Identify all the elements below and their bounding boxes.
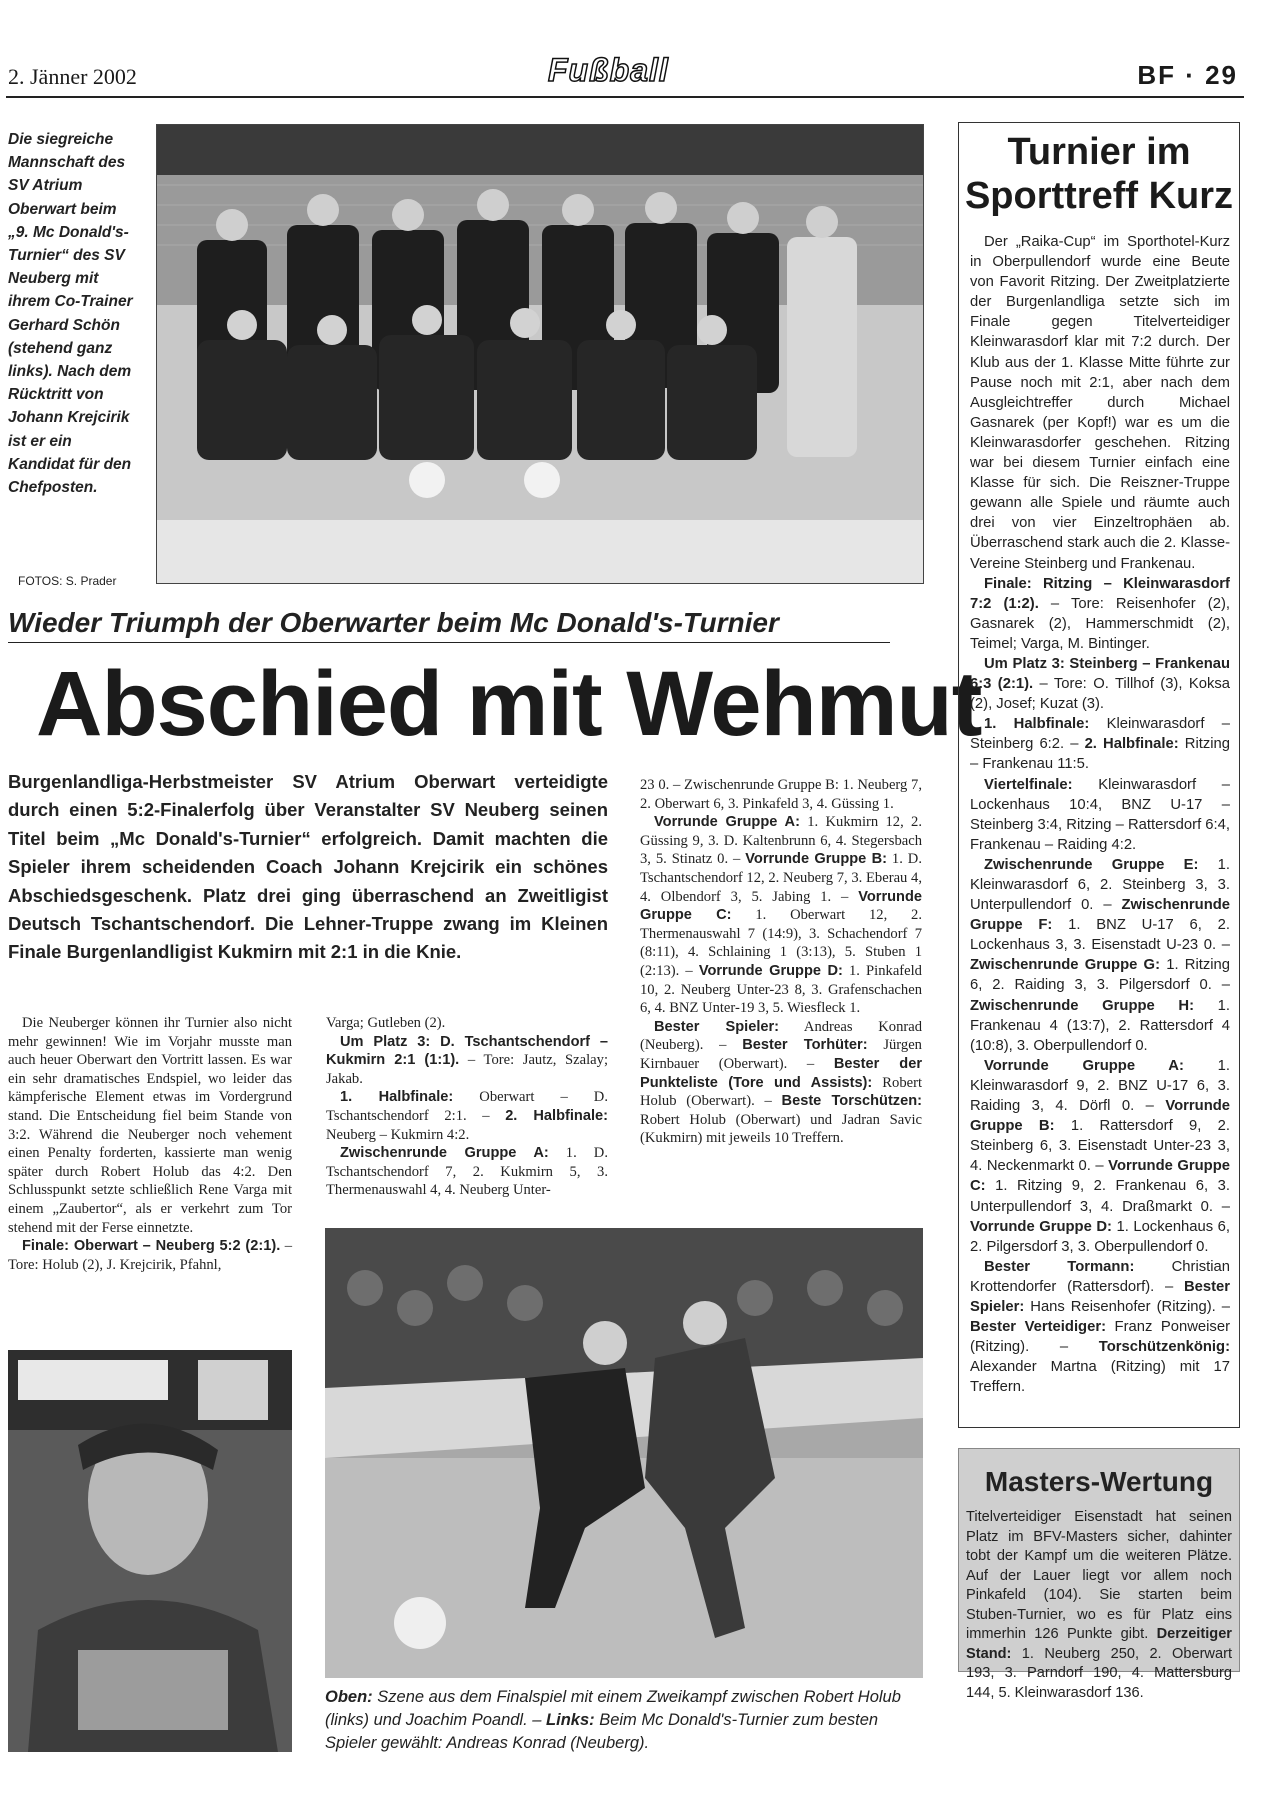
turnier-zw-f-text: 1. BNZ U-17 6, 2. Lockenhaus 3, 3. Eisenstadt U-23 0. – — [970, 917, 1230, 954]
issue-date: 2. Jänner 2002 — [8, 64, 137, 89]
masters-sidebar-text — [966, 1508, 1232, 1703]
masters-sidebar-title: Masters-Wertung — [984, 1466, 1214, 1497]
turnier-paragraph-5 — [970, 775, 1230, 855]
portrait-photo — [8, 1350, 292, 1752]
turnier-quarter-label: Viertelfinale: — [984, 776, 1073, 793]
turnier-semi2-label: 2. Halbfinale: — [1084, 736, 1179, 753]
col3-vorrunde-b-label: Vorrunde Gruppe B: — [745, 851, 888, 868]
col2-semi1-label: 1. Halbfinale: — [340, 1089, 454, 1106]
col3-scorers-text: Robert Holub (Oberwart) und Jadran Savic (Kukmirn) mit jeweils 10 Treffern. — [640, 1111, 922, 1147]
turnier-sidebar-title: Turnier im Sporttreff Kurz — [964, 131, 1234, 217]
turnier-keeper-label: Bester Tormann: — [984, 1258, 1135, 1275]
caption-links-label: Links: — [546, 1711, 595, 1729]
turnier-paragraph-6 — [970, 855, 1230, 1056]
turnier-keeper-text: Christian Krottendorfer (Rattersdorf). – — [970, 1258, 1230, 1295]
article-title: Abschied mit Wehmut — [36, 653, 982, 755]
col1-final-text: – Tore: Holub (2), J. Krejcirik, Pfahnl, — [8, 1238, 292, 1273]
col2-semi2-text: Neuberg – Kukmirn 4:2. — [326, 1126, 470, 1143]
turnier-zw-h-label: Zwischenrunde Gruppe H: — [970, 997, 1195, 1014]
col3-vorrunde-d-label: Vorrunde Gruppe D: — [698, 962, 843, 979]
turnier-quarter-text: Kleinwarasdorf – Lockenhaus 10:4, BNZ U-17 – Steinberg 3:4, Ritzing – Rattersdorf 6:4, Frankenau – Raiding 4:2. — [970, 776, 1230, 853]
col3-vorrunde-a-label: Vorrunde Gruppe A: — [654, 814, 800, 831]
col3-best-keeper-text: Jürgen Kirnbauer (Oberwart). – — [640, 1037, 922, 1072]
turnier-final-label: Finale: Ritzing – Kleinwarasdorf 7:2 (1:2). — [970, 575, 1230, 612]
col3-scorers-label: Beste Torschützen: — [781, 1093, 922, 1110]
col3-paragraph-3 — [640, 1018, 922, 1148]
article-column-1 — [8, 1014, 292, 1274]
portrait-photo-illustration — [8, 1350, 292, 1752]
turnier-paragraph-2 — [970, 574, 1230, 654]
turnier-zw-e-text: 1. Kleinwarasdorf 6, 2. Steinberg 3, 3. Unterpullendorf 0. – — [970, 856, 1230, 914]
masters-paragraph: Titelverteidiger Eisenstadt hat seinen Platz im BFV-Masters sicher, dahinter tobt der Kampf um die weiteren Plätze. Auf der Lauer liegt vor allem noch Pinkafeld (104). Sie starten beim Stuben-Turnier, wo es für Platz eins immerhin 126 Punkte gibt. — [966, 1509, 1232, 1642]
article-kicker: Wieder Triumph der Oberwarter beim Mc Donald's-Turnier — [8, 606, 890, 643]
turnier-final-text: – Tore: Reisenhofer (2), Gasnarek (2), Hammerschmidt (2), Teimel; Varga, M. Bintinger. — [970, 595, 1230, 652]
turnier-zw-g-text: 1. Ritzing 6, 2. Raiding 3, 3. Pilgersdorf 0. – — [970, 957, 1230, 994]
turnier-zw-f-label: Zwischenrunde Gruppe F: — [970, 897, 1230, 934]
turnier-vr-c-label: Vorrunde Gruppe C: — [970, 1158, 1230, 1195]
photo-captions — [325, 1686, 919, 1755]
turnier-vr-b-label: Vorrunde Gruppe B: — [970, 1098, 1230, 1135]
turnier-vr-a-text: 1. Kleinwarasdorf 9, 2. BNZ U-17 6, 3. Raiding 3, 4. Dörfl 0. – — [970, 1057, 1230, 1115]
turnier-third-label: Um Platz 3: Steinberg – Frankenau 6:3 (2:1). — [970, 655, 1230, 693]
page-number: BF · 29 — [1137, 60, 1238, 90]
masters-standings-label: Derzeitiger Stand: — [966, 1626, 1232, 1662]
turnier-semi2-text: Ritzing – Frankenau 11:5. — [970, 736, 1231, 773]
turnier-zw-e-label: Zwischenrunde Gruppe E: — [984, 856, 1199, 873]
col3-best-player-text: Andreas Konrad (Neuberg). – — [640, 1018, 922, 1054]
team-photo-caption: Die siegreiche Mannschaft des SV Atrium Oberwart beim „9. Mc Donald's-Turnier“ des SV Neuberg mit ihrem Co-Trainer Gerhard Schön (stehend ganz links). Nach dem Rücktritt von Johann Krejcirik ist er ein Kandidat für den Chefposten. — [8, 131, 133, 497]
caption-oben-text: Szene aus dem Finalspiel mit einem Zweikampf zwischen Robert Holub (links) und Joachim Poandl. – — [325, 1688, 901, 1729]
turnier-semi1-label: 1. Halbfinale: — [984, 716, 1090, 733]
turnier-paragraph-1: Der „Raika-Cup“ im Sporthotel-Kurz in Oberpullendorf wurde eine Beute von Favorit Ritzing. Der Zweitplatzierte der Burgenlandliga setzte sich im Finale gegen Titelverteidiger Kleinwarasdorf klar mit 7:2 durch. Der Klub aus der 1. Klasse Mitte führte zur Pause noch mit 2:1, aber nach dem Ausgleichtreffer durch Michael Gasnarek (per Kopf!) war es um die Kleinwarasdorfer geschehen. Ritzing war bei diesem Turnier einfach eine Klasse für sich. Die Reiszner-Truppe gewann alle Spiele und räumte auch drei von vier Einzeltrophäen ab. Überraschend stark auch die 2. Klasse-Vereine Steinberg und Frankenau. — [970, 234, 1230, 572]
turnier-defender-text: Franz Ponweiser (Ritzing). – — [970, 1319, 1230, 1356]
col3-vorrunde-c-text: 1. Oberwart 12, 2. Thermenauswahl 7 (14:9), 3. Schachendorf 7 (8:11), 4. Schlaining 1 (3:13), 5. Stuben 1 (2:13). – — [640, 907, 922, 979]
col2-group-a-label: Zwischenrunde Gruppe A: — [340, 1145, 549, 1162]
article-lead: Burgenlandliga-Herbstmeister SV Atrium Oberwart verteidigte durch einen 5:2-Finalerfolg über Veranstalter SV Neuberg seinen Titel beim „Mc Donald's-Turnier“ erfolgreich. Damit machten die Spieler ihrem scheidenden Coach Johann Krejcirik ein schönes Abschiedsgeschenk. Platz drei ging überraschend an Zweitligist Deutsch Tschantschendorf. Die Lehner-Truppe zwang im Kleinen Finale Burgenlandligist Kukmirn mit 2:1 in die Knie. — [8, 771, 608, 963]
col2-paragraph-3 — [326, 1088, 608, 1144]
col2-third-place-label: Um Platz 3: D. Tschantschendorf – Kukmirn 2:1 (1:1). — [326, 1033, 608, 1069]
turnier-sidebar-text — [970, 232, 1230, 1397]
article-column-2 — [326, 1014, 608, 1200]
col2-group-a-text: 1. D. Tschantschendorf 7, 2. Kukmirn 5, 3. Thermenauswahl 4, 4. Neuberg Unter- — [326, 1145, 608, 1199]
turnier-defender-label: Bester Verteidiger: — [970, 1319, 1107, 1336]
col3-best-player-label: Bester Spieler: — [654, 1018, 780, 1035]
col3-paragraph-2 — [640, 813, 922, 1018]
turnier-zw-h-text: 1. Frankenau 4 (13:7), 2. Rattersdorf 4 (10:8), 3. Oberpullendorf 0. — [970, 997, 1231, 1054]
turnier-topscorer-label: Torschützenkönig: — [1098, 1339, 1230, 1356]
col2-paragraph-1: Varga; Gutleben (2). — [326, 1015, 446, 1031]
header-rule — [6, 96, 1244, 98]
col3-paragraph-1: 23 0. – Zwischenrunde Gruppe B: 1. Neuberg 7, 2. Oberwart 6, 3. Pinkafeld 3, 4. Güssing 1. — [640, 777, 922, 812]
turnier-player-text: Hans Reisenhofer (Ritzing). – — [1024, 1298, 1230, 1315]
col3-vorrunde-b-text: 1. D. Tschantschendorf 12, 2. Neuberg 7, 3. Eberau 4, 4. Olbendorf 3, 5. Jabing 1. – — [640, 851, 922, 905]
photo-credit: FOTOS: S. Prader — [18, 574, 117, 588]
turnier-vr-b-text: 1. Rattersdorf 9, 2. Steinberg 6, 3. Eisenstadt Unter-23 3, 4. Neckenmarkt 0. – — [970, 1118, 1231, 1175]
turnier-semi1-text: Kleinwarasdorf – Steinberg 6:2. – — [970, 716, 1231, 753]
turnier-vr-d-label: Vorrunde Gruppe D: — [970, 1218, 1112, 1235]
col2-third-place-text: – Tore: Jautz, Szalay; Jakab. — [326, 1052, 608, 1087]
col3-points-label: Bester der Punkteliste (Tore und Assists): — [640, 1055, 923, 1091]
turnier-paragraph-8 — [970, 1257, 1230, 1398]
col3-vorrunde-c-label: Vorrunde Gruppe C: — [640, 888, 922, 924]
caption-links-text: Beim Mc Donald's-Turnier zum besten Spieler gewählt: Andreas Konrad (Neuberg). — [325, 1711, 879, 1752]
turnier-paragraph-3 — [970, 654, 1230, 714]
turnier-zw-g-label: Zwischenrunde Gruppe G: — [970, 957, 1160, 974]
turnier-vr-c-text: 1. Ritzing 9, 2. Frankenau 6, 3. Unterpullendorf 3, 4. Draßmarkt 0. – — [970, 1178, 1230, 1215]
col1-paragraph-1: Die Neuberger können ihr Turnier also nicht mehr gewinnen! Wie im Vorjahr musste man auch heuer Oberwart den Vortritt lassen. Es war ein sehr dramatisches Endspiel, wo leider das kämpferische Element etwas im Vordergrund stand. Die Entscheidung fiel beim Stande von 3:2. Während die Neuberger noch vehement einen Penalty forderten, kassierte man wenig später durch Robert Holub das 4:2. Den Schlusspunkt setzte schließlich Rene Varga mit einem „Zaubertor“, als er verkehrt zum Tor stehend mit der Ferse einnetzte. — [8, 1015, 292, 1236]
col2-semi2-label: 2. Halbfinale: — [505, 1107, 608, 1124]
turnier-paragraph-7 — [970, 1056, 1230, 1257]
turnier-vr-d-text: 1. Lockenhaus 6, 2. Pilgersdorf 3, 3. Oberpullendorf 0. — [970, 1218, 1230, 1255]
turnier-topscorer-text: Alexander Martna (Ritzing) mit 17 Treffern. — [970, 1359, 1230, 1396]
col2-paragraph-4 — [326, 1144, 608, 1200]
action-photo-illustration — [325, 1228, 923, 1678]
col3-vorrunde-a-text: 1. Kukmirn 12, 2. Güssing 9, 3. D. Kaltenbrunn 6, 4. Stegersbach 3, 5. Stinatz 0. – — [640, 814, 922, 868]
col3-best-keeper-label: Bester Torhüter: — [742, 1037, 868, 1054]
action-photo — [325, 1228, 923, 1678]
turnier-player-label: Bester Spieler: — [970, 1278, 1230, 1315]
masters-standings-text: 1. Neuberg 250, 2. Oberwart 193, 3. Parndorf 190, 4. Mattersburg 144, 5. Kleinwarasdorf 136. — [966, 1645, 1232, 1701]
turnier-paragraph-4 — [970, 714, 1230, 774]
team-photo — [156, 124, 924, 584]
col2-paragraph-2 — [326, 1033, 608, 1089]
col1-paragraph-2 — [8, 1237, 292, 1274]
col1-final-label: Finale: Oberwart – Neuberg 5:2 (2:1). — [22, 1238, 281, 1255]
caption-oben-label: Oben: — [325, 1688, 373, 1706]
col3-points-text: Robert Holub (Oberwart). – — [640, 1074, 923, 1110]
section-title: Fußball — [548, 52, 669, 88]
article-column-3 — [640, 776, 922, 1148]
col3-vorrunde-d-text: 1. Pinkafeld 10, 2. Neuberg Unter-23 8, 3. Grafenschachen 6, 4. BNZ Unter-19 3, 5. Wiesfleck 1. — [640, 962, 922, 1017]
col2-semi1-text: Oberwart – D. Tschantschendorf 2:1. – — [326, 1089, 608, 1124]
turnier-vr-a-label: Vorrunde Gruppe A: — [984, 1057, 1184, 1074]
team-photo-illustration — [157, 125, 924, 584]
turnier-third-text: – Tore: O. Tillhof (3), Koksa (2), Josef; Kuzat (3). — [970, 676, 1230, 713]
